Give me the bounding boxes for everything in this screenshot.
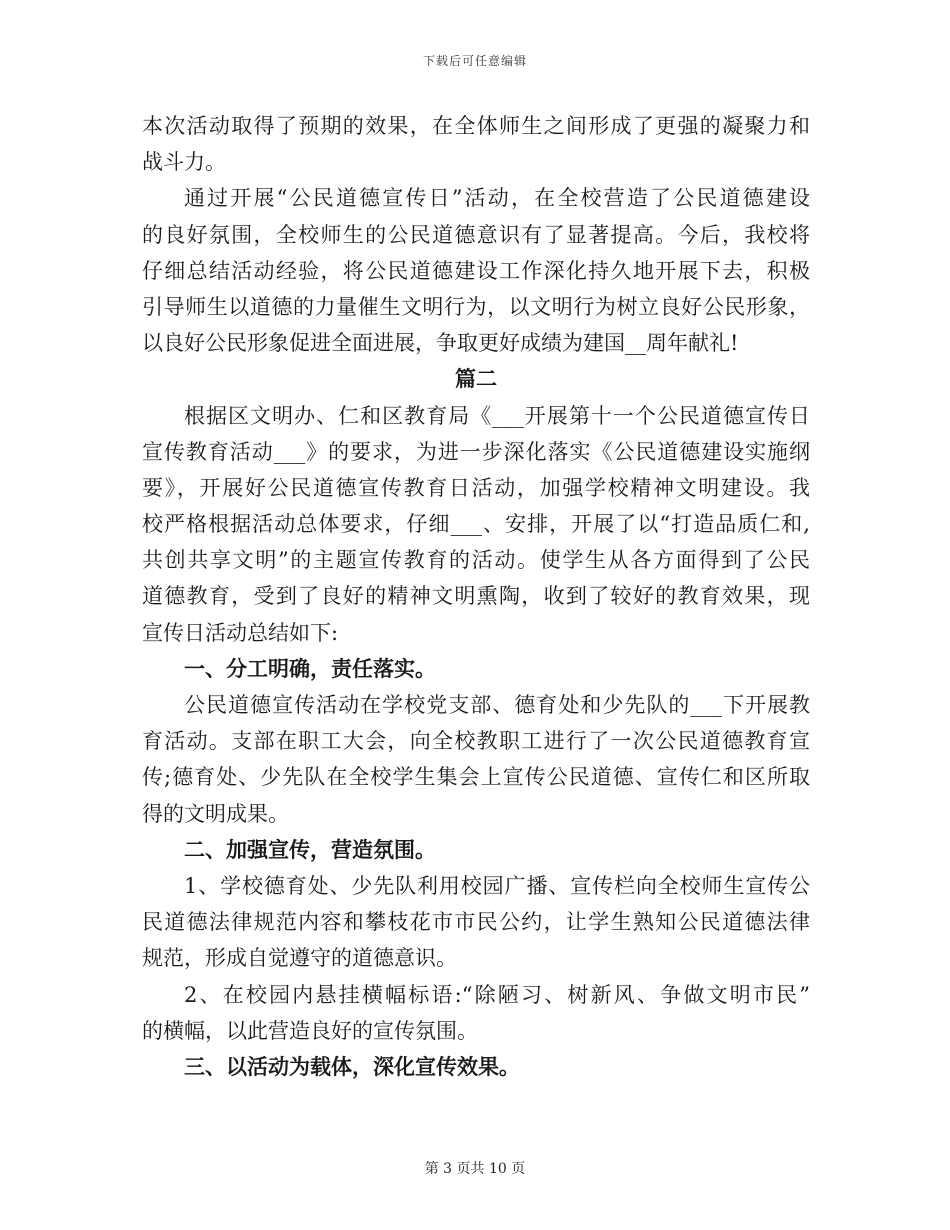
text-line: 要》，开展好公民道德宣传教育日活动，加强学校精神文明建设。我 xyxy=(142,475,810,500)
text-line: 的横幅，以此营造良好的宣传氛围。 xyxy=(142,1018,478,1043)
document-body xyxy=(142,108,810,1085)
text-line: 引导师生以道德的力量催生文明行为，以文明行为树立良好公民形象， xyxy=(142,294,810,319)
section-heading: 一、分工明确，责任落实。 xyxy=(184,656,436,681)
text-line: 共创共享文明”的主题宣传教育的活动。使学生从各方面得到了公民 xyxy=(142,548,810,573)
text-line: 根据区文明办、仁和区教育局《___开展第十一个公民道德宣传日 xyxy=(184,403,810,428)
text-line: 民道德法律规范内容和攀枝花市市民公约，让学生熟知公民道德法律 xyxy=(142,910,810,935)
text-line: 1、学校德育处、少先队利用校园广播、宣传栏向全校师生宣传公 xyxy=(184,873,810,898)
text-line: 的良好氛围，全校师生的公民道德意识有了显著提高。今后，我校将 xyxy=(142,222,810,247)
section-title: 篇二 xyxy=(455,367,497,392)
text-line: 本次活动取得了预期的效果，在全体师生之间形成了更强的凝聚力和 xyxy=(142,114,810,138)
text-line: 宣传日活动总结如下: xyxy=(142,620,339,645)
text-line: 传;德育处、少先队在全校学生集会上宣传公民道德、宣传仁和区所取 xyxy=(142,765,810,790)
text-line: 宣传教育活动___》的要求，为进一步深化落实《公民道德建设实施纲 xyxy=(142,439,810,464)
section-heading: 三、以活动为载体，深化宣传效果。 xyxy=(184,1054,520,1079)
text-line: 规范，形成自觉遵守的道德意识。 xyxy=(142,946,457,971)
text-line: 2、在校园内悬挂横幅标语:“除陋习、树新风、争做文明市民” xyxy=(184,982,810,1007)
text-line: 育活动。支部在职工大会，向全校教职工进行了一次公民道德教育宣 xyxy=(142,729,810,754)
text-line: 道德教育，受到了良好的精神文明熏陶，收到了较好的教育效果，现 xyxy=(142,584,810,609)
section-heading: 二、加强宣传，营造氛围。 xyxy=(184,837,436,862)
text-line: 公民道德宣传活动在学校党支部、德育处和少先队的___下开展教 xyxy=(184,693,810,717)
text-line: 仔细总结活动经验，将公民道德建设工作深化持久地开展下去，积极 xyxy=(142,258,810,283)
page-number: 第 3 页共 10 页 xyxy=(424,1161,526,1177)
text-line: 校严格根据活动总体要求，仔细___、安排，开展了以“打造品质仁和, xyxy=(142,512,810,537)
text-line: 通过开展“公民道德宣传日”活动，在全校营造了公民道德建设 xyxy=(184,186,810,211)
page-header-note: 下载后可任意编辑 xyxy=(422,54,527,68)
text-line: 以良好公民形象促进全面进展，争取更好成绩为建国__周年献礼! xyxy=(142,331,739,356)
text-line: 得的文明成果。 xyxy=(142,801,289,826)
text-line: 战斗力。 xyxy=(142,150,226,175)
